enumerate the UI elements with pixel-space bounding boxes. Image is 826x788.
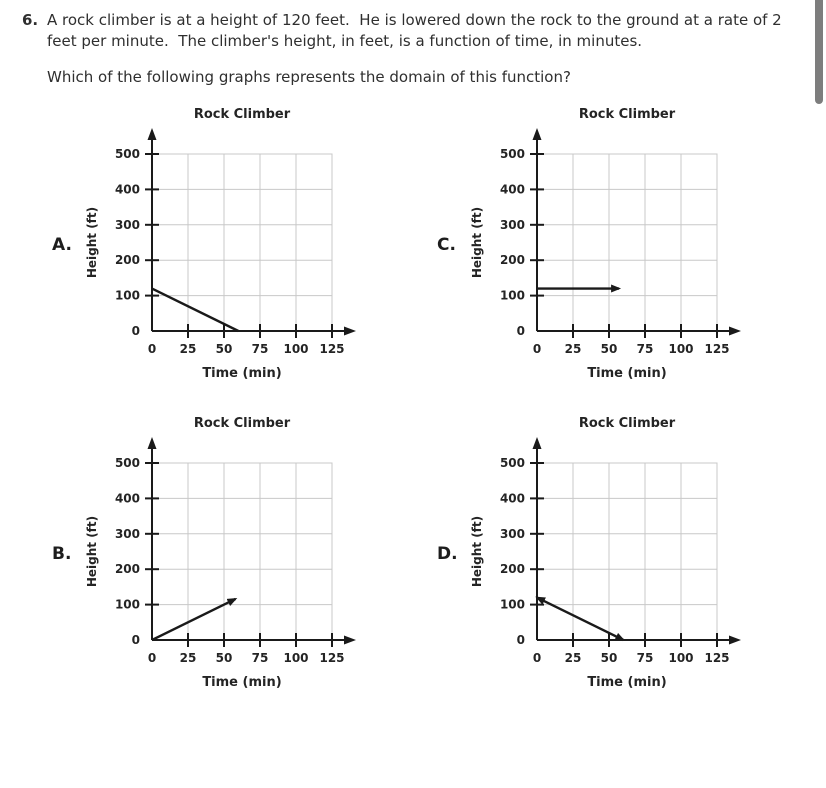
x-tick-label: 75 [636,342,654,356]
x-axis-arrow-icon [729,327,741,336]
x-tick-label: 125 [704,651,730,665]
y-axis-arrow-icon [148,437,157,449]
x-tick-label: 25 [179,342,197,356]
choice-letter-c: C. [437,234,456,255]
x-axis-label: Time (min) [587,675,667,690]
y-tick-label: 200 [499,562,525,577]
y-tick-label: 200 [114,253,140,268]
y-axis-label: Height (ft) [470,206,484,279]
chart-title: Rock Climber [578,107,676,122]
y-tick-label: 400 [499,491,525,506]
y-tick-label: 200 [499,253,525,268]
x-axis-arrow-icon [729,636,741,645]
scrollbar-thumb[interactable] [815,0,823,104]
y-tick-label: 500 [499,147,525,161]
plot-border [537,154,717,331]
y-tick-label: 500 [499,456,525,470]
x-tick-label: 25 [179,651,197,665]
chart-title: Rock Climber [578,416,676,431]
choice-letter-b: B. [52,543,72,564]
y-tick-label: 100 [499,288,525,303]
y-axis-label: Height (ft) [85,515,99,588]
data-line [537,598,623,640]
choice-letter-d: D. [437,543,458,564]
question-body [47,10,795,88]
x-tick-label: 125 [319,651,345,665]
x-axis-label: Time (min) [202,366,282,381]
chart-b-svg [82,411,362,696]
y-tick-label: 0 [516,633,525,647]
y-tick-label: 0 [131,633,140,647]
x-tick-label: 25 [564,342,582,356]
plot-border [152,154,332,331]
answer-choices [0,88,826,696]
x-tick-label: 50 [600,651,618,665]
x-tick-label: 50 [215,342,233,356]
answer-choice-a[interactable] [52,102,429,387]
x-tick-label: 0 [147,342,157,356]
plot-border [537,463,717,640]
x-tick-label: 75 [251,651,269,665]
y-tick-label: 300 [114,217,140,232]
question-block [0,0,826,88]
y-tick-label: 0 [516,324,525,338]
y-axis-arrow-icon [533,437,542,449]
x-tick-label: 25 [564,651,582,665]
answer-choice-b[interactable] [52,411,429,696]
y-axis-label: Height (ft) [85,206,99,279]
y-tick-label: 100 [499,597,525,612]
y-tick-label: 400 [499,182,525,197]
x-axis-label: Time (min) [202,675,282,690]
chart-title: Rock Climber [193,107,291,122]
y-tick-label: 300 [499,217,525,232]
question-text: A rock climber is at a height of 120 feet. He is lowered down the rock to the ground at a rate of 2 feet per minute. The climber's height, in feet, is a function of time, in minutes. [47,11,787,50]
x-tick-label: 0 [532,342,542,356]
y-tick-label: 300 [499,526,525,541]
x-tick-label: 75 [636,651,654,665]
chart-title: Rock Climber [193,416,291,431]
y-tick-label: 200 [114,562,140,577]
x-axis-arrow-icon [344,327,356,336]
x-tick-label: 125 [704,342,730,356]
x-tick-label: 125 [319,342,345,356]
question-prompt: Which of the following graphs represents the domain of this function? [47,68,571,86]
y-tick-label: 500 [114,456,140,470]
chart-d-svg [467,411,747,696]
y-tick-label: 300 [114,526,140,541]
x-tick-label: 100 [283,651,309,665]
y-tick-label: 0 [131,324,140,338]
y-tick-label: 100 [114,597,140,612]
y-tick-label: 400 [114,491,140,506]
y-axis-arrow-icon [148,128,157,140]
question-number: 6. [22,11,39,29]
x-axis-arrow-icon [344,636,356,645]
answer-choice-d[interactable] [437,411,814,696]
chart-a-svg [82,102,362,387]
answer-choice-c[interactable] [437,102,814,387]
y-tick-label: 500 [114,147,140,161]
x-tick-label: 50 [215,651,233,665]
x-tick-label: 0 [147,651,157,665]
y-tick-label: 100 [114,288,140,303]
data-line [152,289,238,331]
x-axis-label: Time (min) [587,366,667,381]
choice-letter-a: A. [52,234,72,255]
y-axis-arrow-icon [533,128,542,140]
y-tick-label: 400 [114,182,140,197]
x-tick-label: 100 [283,342,309,356]
x-tick-label: 75 [251,342,269,356]
x-tick-label: 0 [532,651,542,665]
chart-c-svg [467,102,747,387]
x-tick-label: 100 [668,651,694,665]
y-axis-label: Height (ft) [470,515,484,588]
x-tick-label: 50 [600,342,618,356]
x-tick-label: 100 [668,342,694,356]
plot-border [152,463,332,640]
